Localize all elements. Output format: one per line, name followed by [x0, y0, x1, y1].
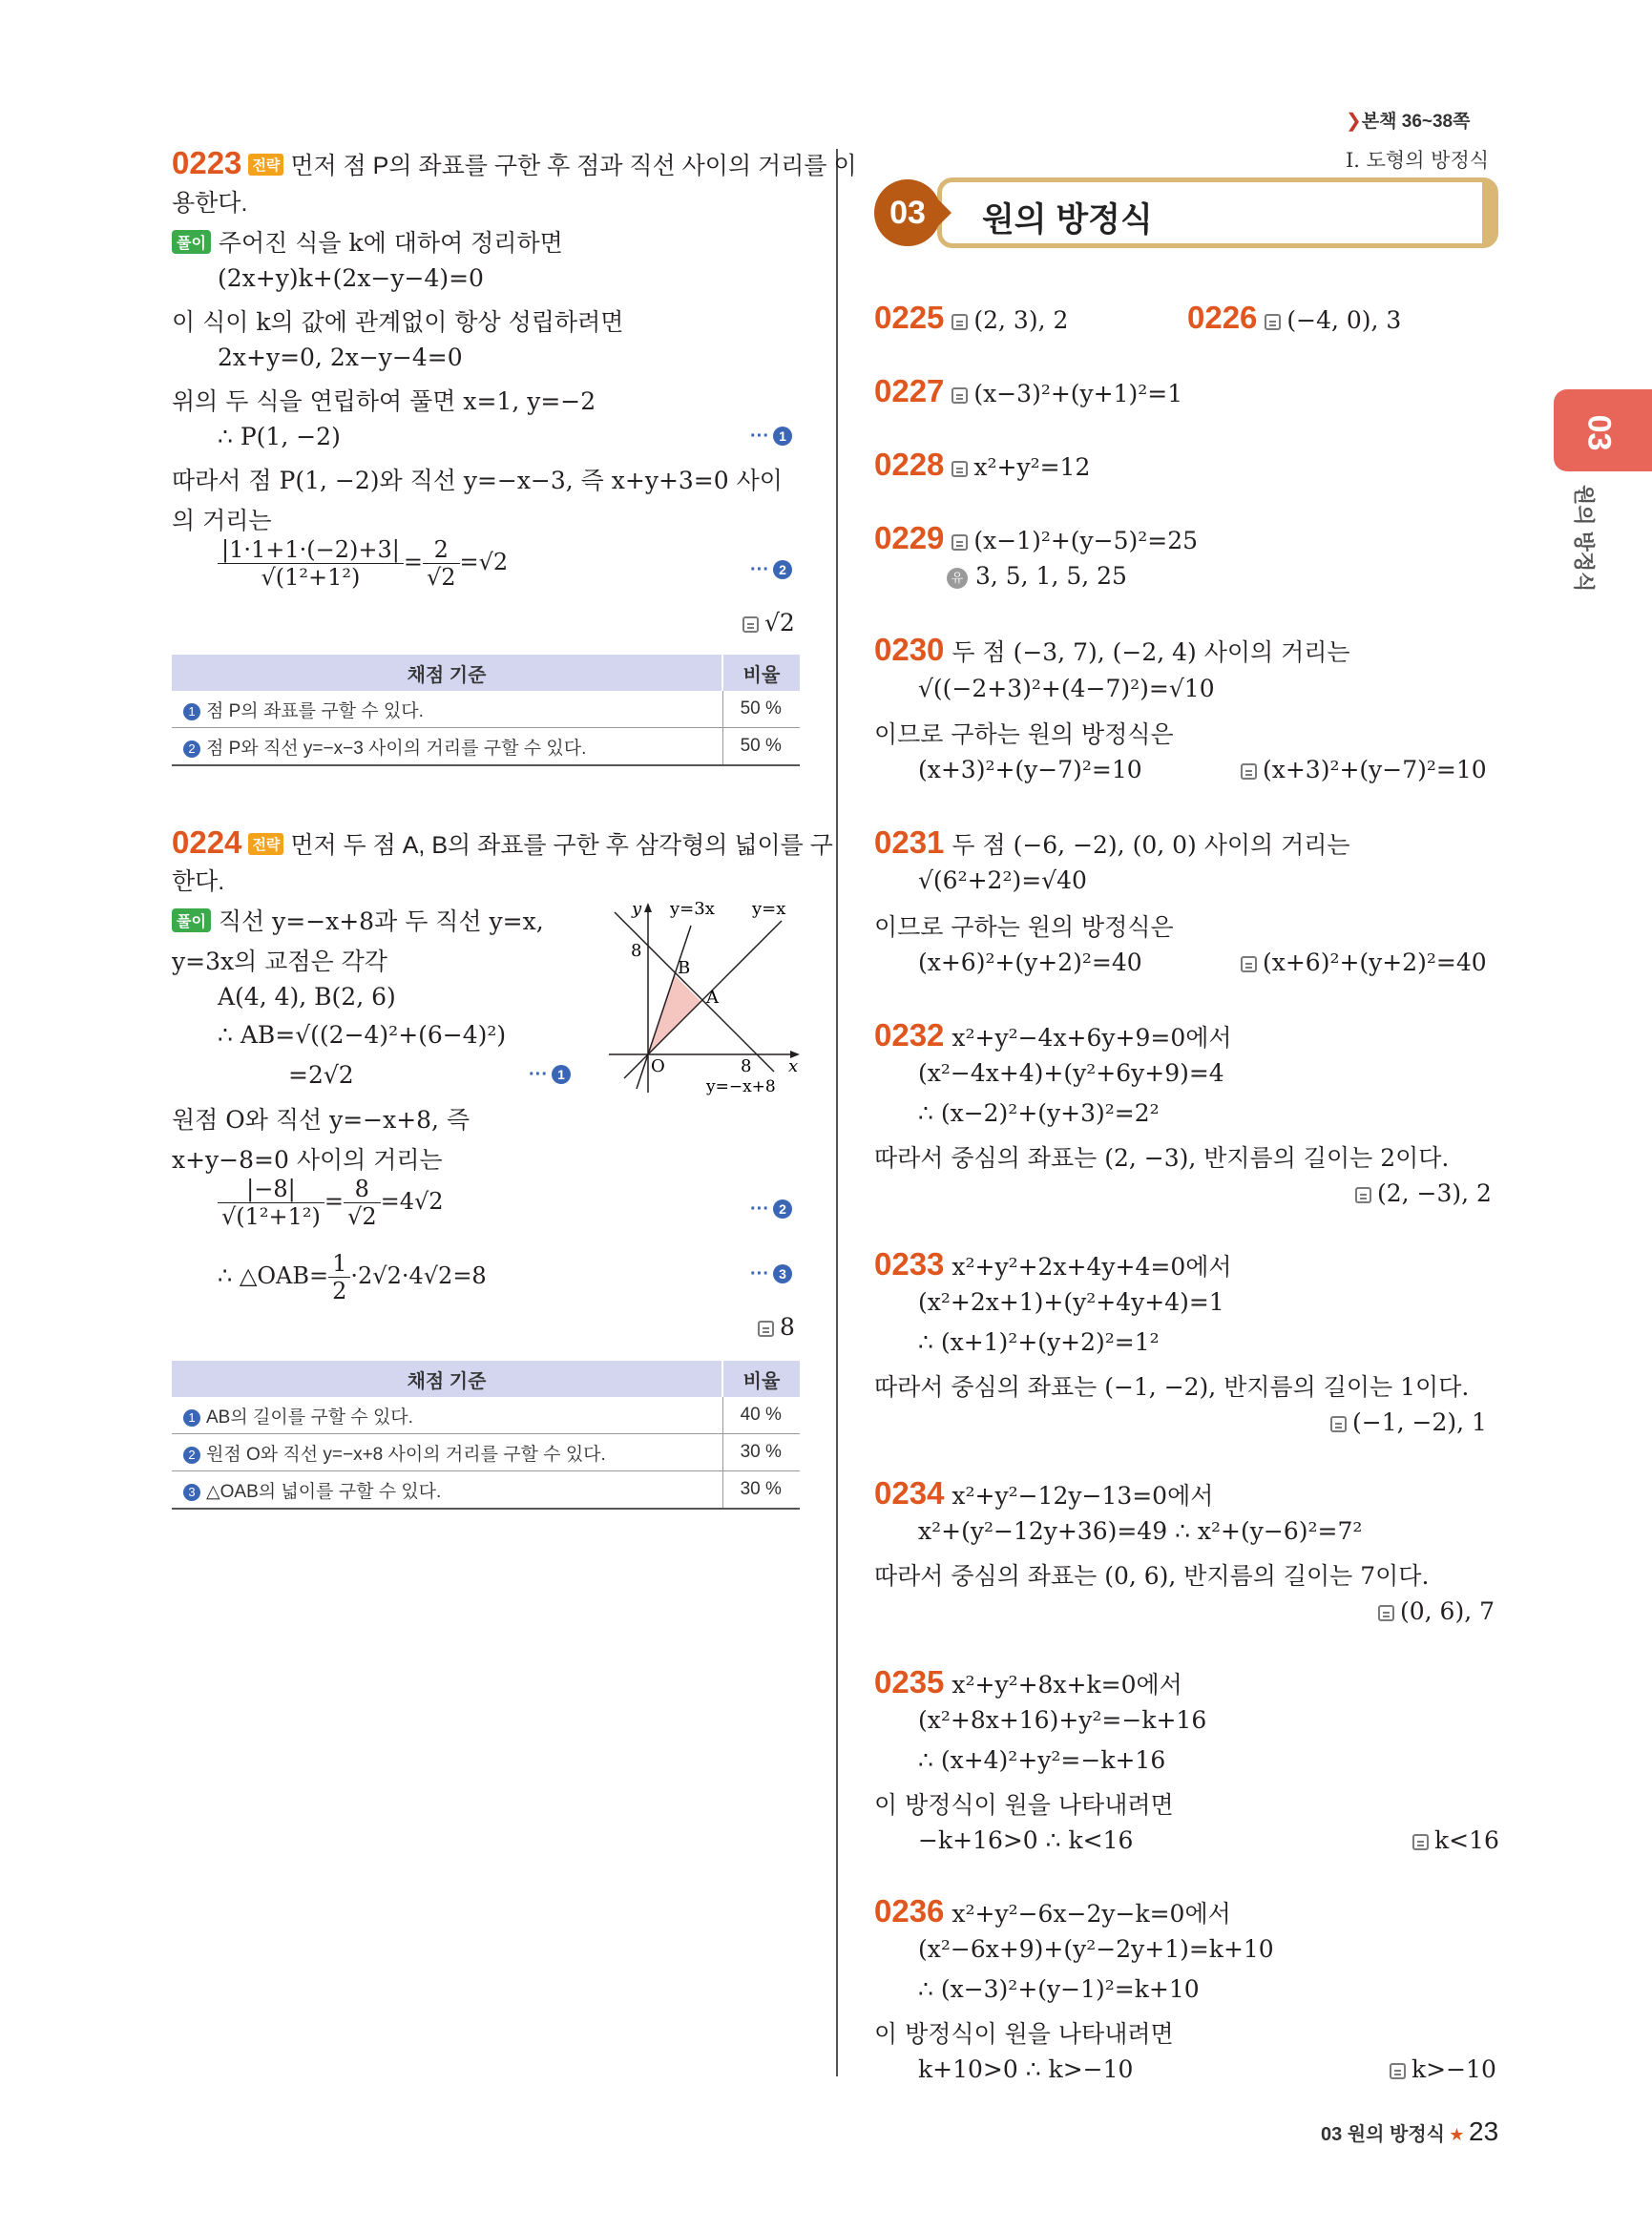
solution-line: [172, 224, 563, 259]
label-8-y: 8: [631, 941, 642, 961]
text: x²+y²−12y−13=0에서: [951, 1482, 1214, 1510]
problem-0226: [1187, 300, 1401, 336]
strategy-badge: 전략: [248, 154, 283, 176]
problem-number: 0232: [874, 1017, 945, 1053]
answer-0223: [742, 609, 795, 636]
text: 의 거리는: [172, 507, 272, 534]
problem-number: 0233: [874, 1246, 945, 1282]
column-divider: [836, 149, 838, 2076]
equation: ∴ (x−3)²+(y−1)²=k+10: [918, 1975, 1200, 2003]
table-row: 2 점 P와 직선 y=−x−3 사이의 거리를 구할 수 있다. 50 %: [172, 728, 800, 766]
text: ·2√2·4√2=8: [350, 1262, 487, 1289]
ratio: 50 %: [722, 728, 800, 766]
problem-0235: [874, 1664, 1182, 1700]
text: x²+y²−4x+6y+9=0에서: [951, 1024, 1232, 1052]
text: 따라서 중심의 좌표는 (0, 6), 반지름의 길이는 7이다.: [874, 1562, 1430, 1590]
problem-number: 0234: [874, 1475, 945, 1511]
answer-icon: [1265, 314, 1281, 330]
denominator: √(1²+1²): [221, 1203, 321, 1230]
equation: −k+16>0 ∴ k<16: [918, 1826, 1134, 1854]
problem-number-0224: 0224: [172, 824, 242, 860]
numerator: |−8|: [218, 1176, 324, 1203]
solution-line: [172, 903, 544, 937]
answer-text: k<16: [1434, 1826, 1499, 1854]
equation: (x²+2x+1)+(y²+4y+4)=1: [918, 1288, 1224, 1316]
step-marker-1: ··· 1: [750, 426, 792, 448]
equation: k+10>0 ∴ k>−10: [918, 2055, 1134, 2083]
table-header: 비율: [722, 1361, 800, 1397]
banner-arrow: [938, 199, 951, 226]
equation: √((−2+3)²+(4−7)²)=√10: [918, 675, 1215, 702]
star-icon: ★: [1449, 2125, 1465, 2144]
table-header: 비율: [722, 655, 800, 691]
ratio: 40 %: [722, 1397, 800, 1434]
text: 두 점 (−3, 7), (−2, 4) 사이의 거리는: [951, 638, 1350, 666]
side-tab-number: 03: [1580, 414, 1618, 451]
problem-number: 0236: [874, 1893, 945, 1929]
strategy-badge: 전략: [248, 833, 283, 855]
equation: 2x+y=0, 2x−y−4=0: [218, 344, 463, 371]
answer-text: √2: [764, 609, 795, 636]
equation: √(6²+2²)=√40: [918, 866, 1087, 894]
answer-0236: [1390, 2055, 1496, 2083]
solution-badge: 풀이: [172, 230, 211, 254]
denominator: √2: [426, 564, 456, 591]
text: x²+y²+2x+4y+4=0에서: [951, 1253, 1232, 1281]
answer-icon: [951, 314, 968, 330]
answer-0230: [1241, 756, 1487, 783]
numerator: 1: [328, 1250, 350, 1278]
answer-text: k>−10: [1412, 2055, 1496, 2083]
table-row: 1 점 P의 좌표를 구할 수 있다. 50 %: [172, 691, 800, 728]
coordinate-graph: [607, 897, 807, 1099]
label-line: y=−x+8: [706, 1077, 776, 1096]
grading-table-0223: [172, 655, 800, 766]
page-number: 23: [1469, 2116, 1499, 2146]
equation: (x²−6x+9)+(y²−2y+1)=k+10: [918, 1935, 1274, 1963]
chapter-number: 03: [889, 195, 926, 231]
criterion: 점 P와 직선 y=−x−3 사이의 거리를 구할 수 있다.: [206, 738, 587, 759]
answer-0235: [1412, 1826, 1499, 1854]
result: =4√2: [380, 1188, 444, 1215]
answer-icon: [951, 534, 968, 551]
chapter-title: 원의 방정식: [982, 201, 1153, 239]
footer-chapter: 03 원의 방정식: [1321, 2124, 1445, 2145]
label-y3x: y=3x: [670, 899, 715, 919]
label-y: y: [632, 899, 642, 919]
equation: ∴ P(1, −2): [218, 423, 341, 450]
fraction: [423, 536, 460, 591]
answer-icon: [1330, 1416, 1347, 1432]
denominator: √(1²+1²): [261, 564, 361, 591]
table-header: 채점 기준: [172, 655, 722, 691]
answer-0234: [1378, 1597, 1495, 1625]
denominator: 2: [332, 1278, 347, 1304]
answer-icon: [1378, 1605, 1394, 1621]
answer-icon: [742, 616, 759, 633]
equation: (2x+y)k+(2x−y−4)=0: [218, 264, 484, 292]
strategy-text-cont: 한다.: [172, 868, 225, 895]
text: 이 방정식이 원을 나타내려면: [874, 2020, 1174, 2048]
answer-icon: [1412, 1834, 1429, 1850]
problem-0229: [874, 520, 1198, 556]
answer-icon: [1241, 956, 1257, 972]
numerator: 2: [423, 536, 460, 564]
answer-text: (x+6)²+(y+2)²=40: [1263, 949, 1487, 976]
book-reference-text: 본책 36~38쪽: [1361, 112, 1471, 132]
text: 이 방정식이 원을 나타내려면: [874, 1791, 1174, 1819]
step-marker-1: ··· 1: [529, 1064, 571, 1086]
page-footer: [1321, 2116, 1498, 2147]
problem-number: 0235: [874, 1664, 945, 1699]
hint-line: [947, 562, 1127, 590]
criterion: 점 P의 좌표를 구할 수 있다.: [206, 700, 424, 721]
problem-0227: [874, 373, 1182, 409]
side-tab-label: 원의 방정식: [1572, 485, 1596, 593]
equation: x²+(y²−12y+36)=49 ∴ x²+(y−6)²=7²: [918, 1517, 1363, 1545]
answer-icon: [951, 387, 968, 404]
text: y=3x의 교점은 각각: [172, 948, 387, 975]
fraction: [344, 1176, 381, 1230]
line-y-minus-x-plus-8: [615, 912, 774, 1072]
answer-text: (−4, 0), 3: [1286, 306, 1402, 334]
text: 이므로 구하는 원의 방정식은: [874, 720, 1174, 748]
banner-shade: [1482, 182, 1494, 243]
text: 원점 O와 직선 y=−x+8, 즉: [172, 1106, 471, 1134]
numerator: |1·1+1·(−2)+3|: [218, 536, 404, 564]
text: 이므로 구하는 원의 방정식은: [874, 913, 1174, 941]
text: x+y−8=0 사이의 거리는: [172, 1146, 443, 1174]
problem-0223-strategy: [172, 145, 857, 181]
criterion: AB의 길이를 구할 수 있다.: [206, 1407, 413, 1428]
y-axis-arrow: [644, 903, 652, 912]
text: x²+y²+8x+k=0에서: [951, 1671, 1182, 1699]
answer-icon: [1355, 1187, 1371, 1203]
equation: ∴ AB=√((2−4)²+(6−4)²): [218, 1021, 507, 1049]
problem-number: 0231: [874, 824, 945, 860]
table-row: 3 △OAB의 넓이를 구할 수 있다. 30 %: [172, 1471, 800, 1510]
problem-number: 0227: [874, 373, 945, 408]
answer-icon: [951, 461, 968, 477]
text: ∴ △OAB=: [218, 1262, 329, 1289]
answer-text: (−1, −2), 1: [1352, 1408, 1487, 1436]
problem-0225: [874, 300, 1068, 336]
answer-text: (2, −3), 2: [1377, 1179, 1492, 1207]
table-header: 채점 기준: [172, 1361, 722, 1397]
label-8-x: 8: [741, 1056, 752, 1076]
text: 주어진 식을 k에 대하여 정리하면: [218, 229, 563, 257]
equation: A(4, 4), B(2, 6): [218, 983, 396, 1011]
text: 따라서 중심의 좌표는 (2, −3), 반지름의 길이는 2이다.: [874, 1144, 1450, 1172]
numerator: 8: [344, 1176, 381, 1203]
problem-number-0223: 0223: [172, 145, 242, 180]
answer-0233: [1330, 1408, 1487, 1436]
problem-number: 0225: [874, 300, 945, 335]
problem-0228: [874, 447, 1090, 483]
equation: (x²+8x+16)+y²=−k+16: [918, 1706, 1207, 1734]
answer-0232: [1355, 1179, 1492, 1207]
text: 이 식이 k의 값에 관계없이 항상 성립하려면: [172, 308, 624, 336]
step-marker-2: ··· 2: [750, 559, 792, 581]
answer-text: (x+3)²+(y−7)²=10: [1263, 756, 1487, 783]
strategy-text: 먼저 점 P의 좌표를 구한 후 점과 직선 사이의 거리를 이: [290, 153, 857, 179]
answer-text: (2, 3), 2: [973, 306, 1069, 334]
equation: (x²−4x+4)+(y²+6y+9)=4: [918, 1059, 1224, 1087]
fraction: [218, 1176, 324, 1230]
area-formula: [218, 1250, 487, 1304]
table-row: 1 AB의 길이를 구할 수 있다. 40 %: [172, 1397, 800, 1434]
answer-0224: [758, 1313, 795, 1341]
chapter-banner: [937, 177, 1498, 248]
result: =√2: [459, 549, 509, 575]
problem-number: 0229: [874, 520, 945, 555]
problem-number: 0230: [874, 632, 945, 667]
label-A: A: [706, 988, 719, 1008]
problem-0234: [874, 1475, 1213, 1512]
grading-table-0224: [172, 1361, 800, 1510]
answer-icon: [1390, 2063, 1406, 2079]
strategy-text-cont: 용한다.: [172, 190, 248, 217]
step-marker-2: ··· 2: [750, 1199, 792, 1220]
label-O: O: [651, 1056, 665, 1076]
answer-text: (x−1)²+(y−5)²=25: [973, 527, 1199, 554]
label-yx: y=x: [752, 899, 786, 919]
answer-text: x²+y²=12: [973, 453, 1091, 481]
distance-formula: $\frac{|-8|}{\text{√(1²+1²)}}$ = $\frac{8}{√2}$ =4√2: [218, 1176, 444, 1230]
equation: ∴ (x+1)²+(y+2)²=1²: [918, 1328, 1160, 1356]
text: 직선 y=−x+8과 두 직선 y=x,: [218, 907, 544, 935]
equation: =2√2: [288, 1061, 354, 1089]
chapter-number-circle: [874, 179, 941, 246]
label-x: x: [788, 1056, 799, 1076]
answer-text: 8: [780, 1313, 795, 1341]
problem-number: 0226: [1187, 300, 1258, 335]
problem-0232: [874, 1017, 1232, 1053]
book-reference: ❯본책 36~38쪽: [1346, 111, 1471, 132]
problem-0233: [874, 1246, 1232, 1282]
problem-0230: [874, 632, 1350, 668]
solution-badge: 풀이: [172, 908, 211, 932]
ratio: 30 %: [722, 1471, 800, 1510]
text: x²+y²−6x−2y−k=0에서: [951, 1900, 1231, 1928]
label-B: B: [678, 958, 691, 978]
problem-0231: [874, 824, 1350, 861]
answer-icon: [758, 1321, 774, 1337]
text: 따라서 점 P(1, −2)와 직선 y=−x−3, 즉 x+y+3=0 사이: [172, 467, 783, 494]
denominator: √2: [347, 1203, 377, 1230]
equation: ∴ (x+4)²+y²=−k+16: [918, 1746, 1166, 1774]
ratio: 50 %: [722, 691, 800, 728]
hint-icon: 유: [947, 568, 968, 589]
fraction: [328, 1250, 350, 1304]
triangle-OAB-fill: [648, 975, 701, 1054]
distance-formula: $\frac{|1\cdot 1+1\cdot(-2)+3|}{\text{√(1²+1²)}}$ = $\frac{2}{√2}$ =√2: [218, 536, 508, 591]
criterion: △OAB의 넓이를 구할 수 있다.: [206, 1481, 442, 1502]
ratio: 30 %: [722, 1434, 800, 1471]
text: 따라서 중심의 좌표는 (−1, −2), 반지름의 길이는 1이다.: [874, 1373, 1470, 1401]
answer-icon: [1241, 763, 1257, 780]
table-row: 2 원점 O와 직선 y=−x+8 사이의 거리를 구할 수 있다. 30 %: [172, 1434, 800, 1471]
chapter-side-tab: [1554, 389, 1652, 471]
equation: ∴ (x−2)²+(y+3)²=2²: [918, 1099, 1160, 1127]
criterion: 원점 O와 직선 y=−x+8 사이의 거리를 구할 수 있다.: [206, 1444, 606, 1465]
equation: (x+3)²+(y−7)²=10: [918, 756, 1142, 783]
section-title: Ⅰ. 도형의 방정식: [1346, 149, 1490, 172]
answer-text: (0, 6), 7: [1400, 1597, 1495, 1625]
fraction: [218, 536, 404, 591]
problem-0236: [874, 1893, 1231, 1929]
equation: (x+6)²+(y+2)²=40: [918, 949, 1142, 976]
strategy-text: 먼저 두 점 A, B의 좌표를 구한 후 삼각형의 넓이를 구: [290, 832, 833, 859]
text: 위의 두 식을 연립하여 풀면 x=1, y=−2: [172, 387, 596, 415]
answer-0231: [1241, 949, 1487, 976]
problem-number: 0228: [874, 447, 945, 482]
step-marker-3: ··· 3: [750, 1263, 792, 1285]
problem-0224-strategy: [172, 824, 833, 861]
text: 두 점 (−6, −2), (0, 0) 사이의 거리는: [951, 831, 1350, 859]
hint-text: 3, 5, 1, 5, 25: [974, 562, 1127, 590]
answer-text: (x−3)²+(y+1)²=1: [973, 380, 1183, 407]
